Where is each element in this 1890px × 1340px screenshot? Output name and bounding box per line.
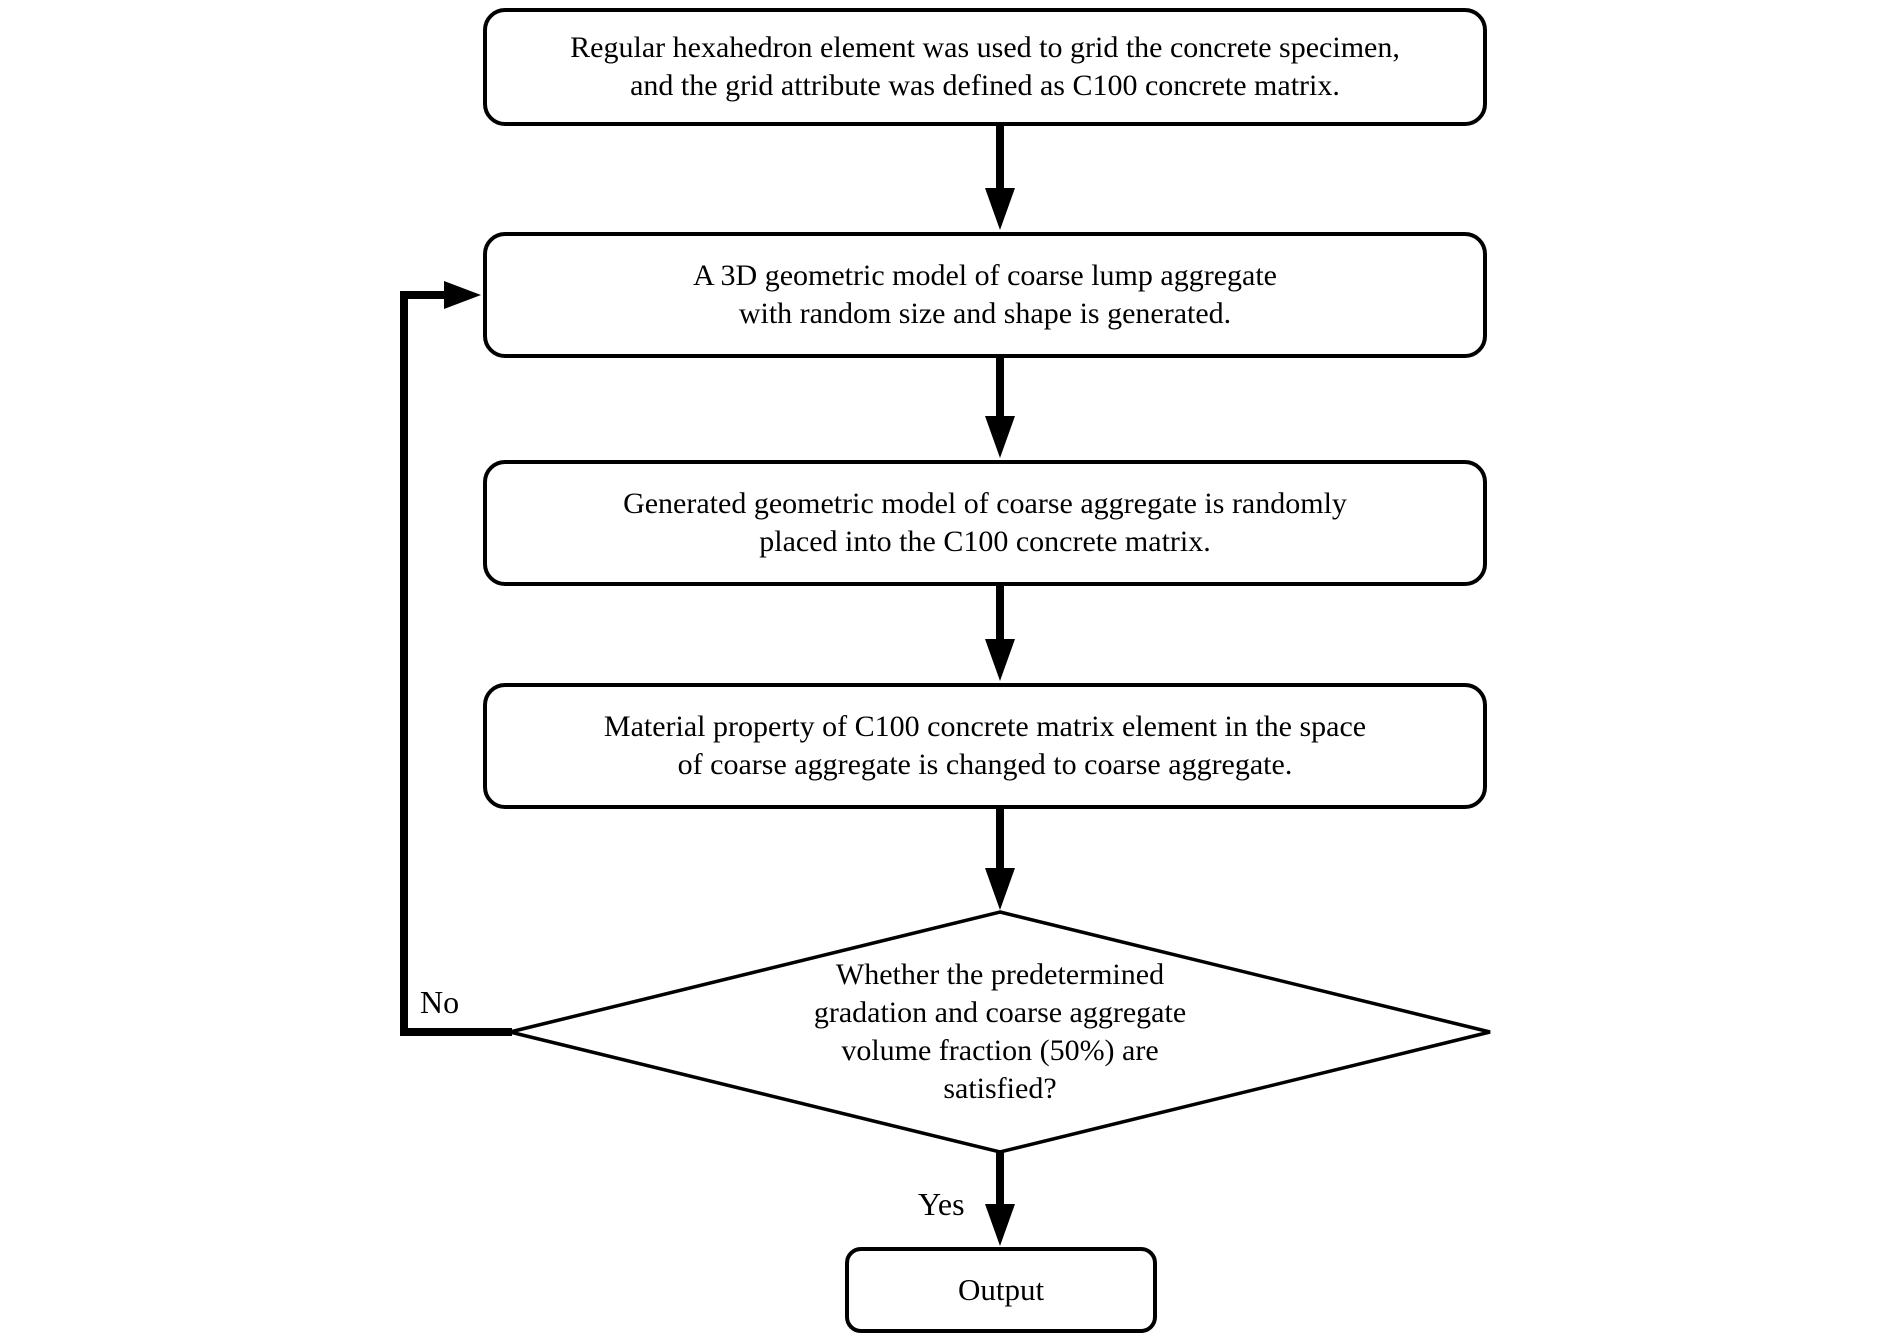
process-text-line: placed into the C100 concrete matrix. <box>759 525 1211 558</box>
decision-text-line: volume fraction (50%) are <box>841 1034 1159 1067</box>
arrow-step3-step4-head-icon <box>985 639 1015 681</box>
no-branch-label: No <box>420 984 460 1020</box>
no-branch-arrowhead-icon <box>444 281 481 309</box>
process-text-line: Material property of C100 concrete matrix element in the space <box>603 710 1367 743</box>
no-branch-line <box>404 295 512 1032</box>
output-terminal-box <box>845 1247 1157 1333</box>
process-text-line: of coarse aggregate is changed to coarse aggregate. <box>677 748 1293 781</box>
decision-text-line: satisfied? <box>943 1072 1057 1105</box>
process-text-line: and the grid attribute was defined as C100 concrete matrix. <box>630 69 1340 102</box>
process-text-line: Regular hexahedron element was used to grid the concrete specimen, <box>570 31 1400 64</box>
process-box-change-material-property <box>483 683 1487 809</box>
arrow-step4-decision-head-icon <box>985 868 1015 910</box>
decision-text-line: gradation and coarse aggregate <box>813 996 1187 1029</box>
process-text-line: Generated geometric model of coarse aggregate is randomly <box>623 487 1347 520</box>
output-terminal-label: Output <box>957 1272 1045 1307</box>
process-text-line: A 3D geometric model of coarse lump aggregate <box>693 259 1277 292</box>
arrow-decision-output-head-icon <box>985 1204 1015 1246</box>
process-text-line: with random size and shape is generated. <box>738 297 1232 330</box>
yes-branch-label: Yes <box>918 1186 965 1222</box>
decision-text-line: Whether the predetermined <box>835 958 1165 991</box>
decision-text <box>700 956 1300 1108</box>
arrow-step2-step3-head-icon <box>985 416 1015 458</box>
arrow-step1-step2-head-icon <box>985 188 1015 230</box>
process-box-generate-aggregate-model <box>483 232 1487 358</box>
process-box-grid-specimen <box>483 8 1487 126</box>
process-box-place-aggregate <box>483 460 1487 586</box>
